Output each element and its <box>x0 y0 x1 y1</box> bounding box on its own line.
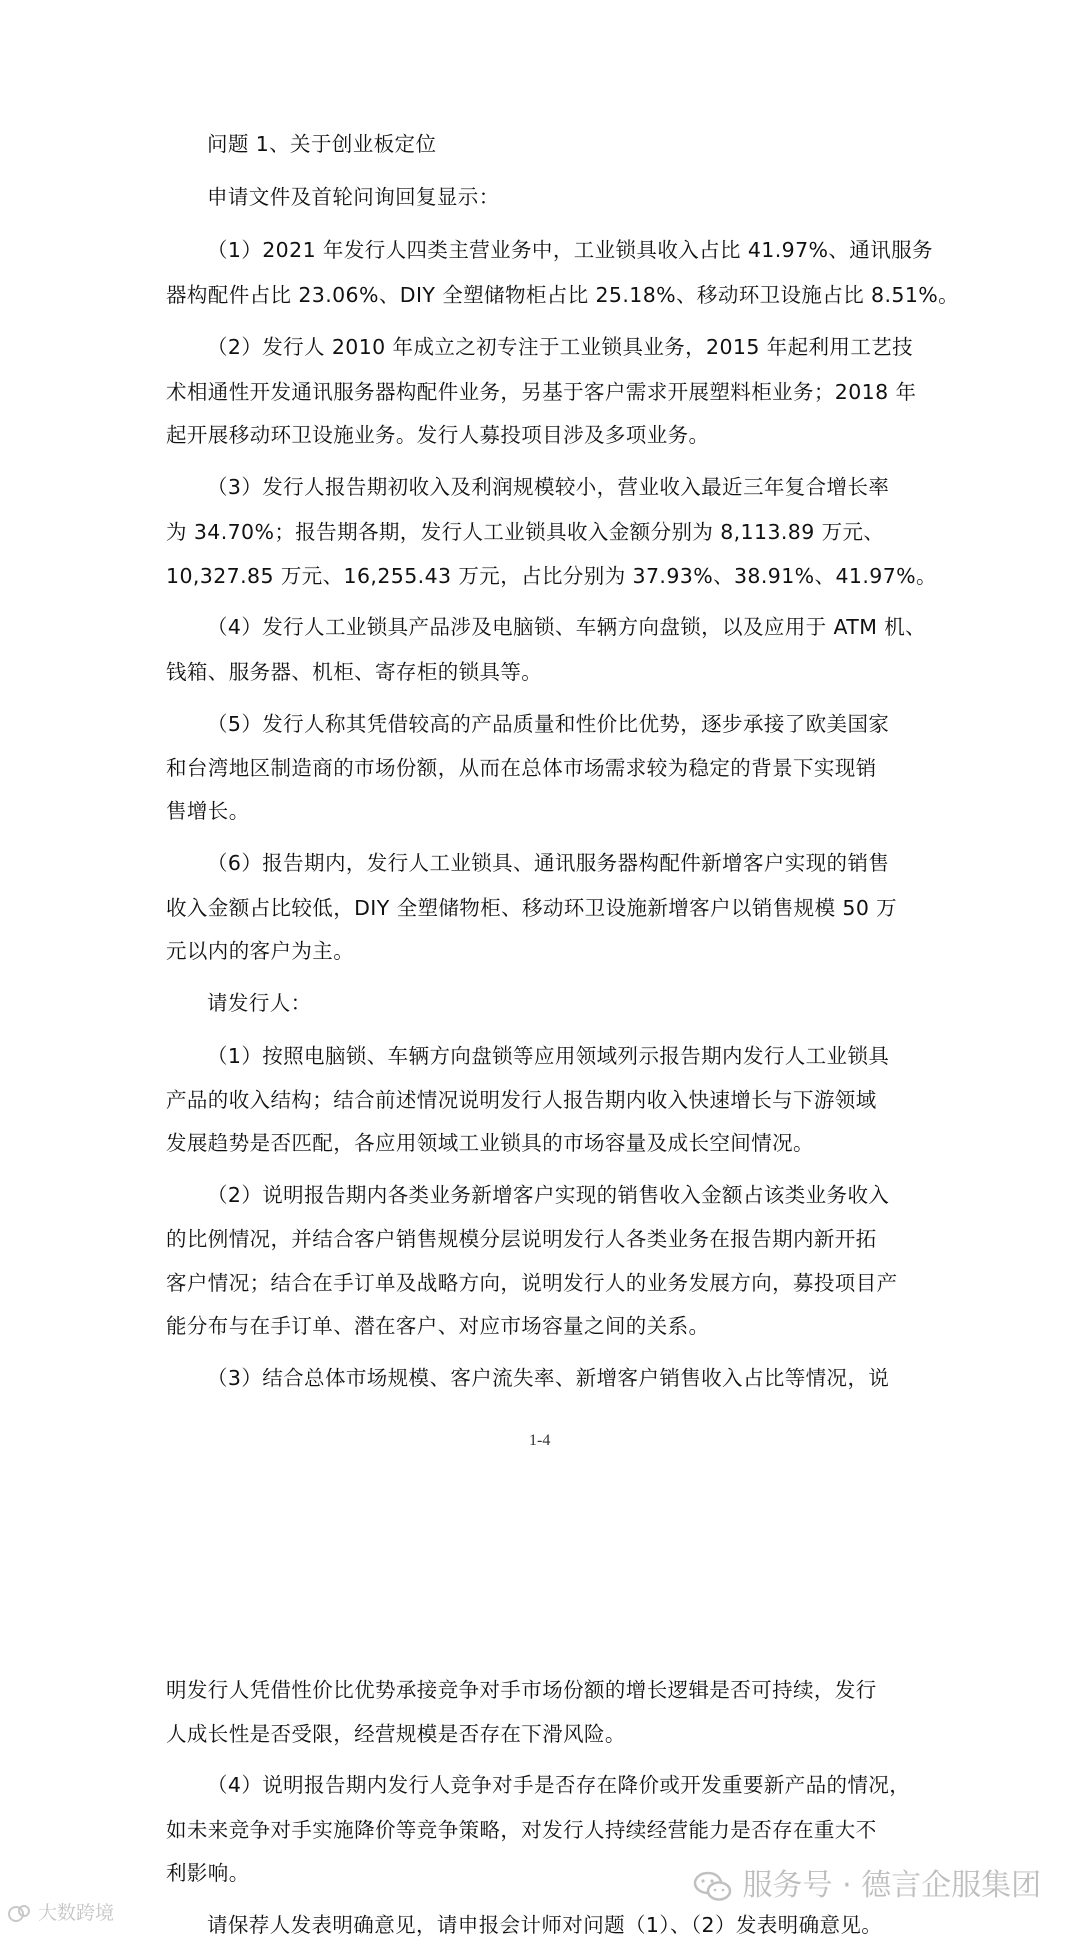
paragraph-line: （6）报告期内，发行人工业锁具、通讯服务器构配件新增客户实现的销售 <box>207 851 890 875</box>
intro-line: 申请文件及首轮问询回复显示： <box>207 185 500 209</box>
watermark-right <box>693 1860 1041 1904</box>
paragraph-line: （3）结合总体市场规模、客户流失率、新增客户销售收入占比等情况，说 <box>207 1366 890 1390</box>
paragraph-line: 客户情况；结合在手订单及战略方向，说明发行人的业务发展方向，募投项目产 <box>166 1271 898 1295</box>
paragraph-line: 起开展移动环卫设施业务。发行人募投项目涉及多项业务。 <box>166 423 710 447</box>
paragraph-line: （1）2021 年发行人四类主营业务中，工业锁具收入占比 41.97%、通讯服务 <box>207 238 933 262</box>
paragraph-line: 器构配件占比 23.06%、DIY 全塑储物柜占比 25.18%、移动环卫设施占比 8.51%。 <box>166 283 960 307</box>
wechat-icon <box>693 1870 733 1904</box>
paragraph-line: 元以内的客户为主。 <box>166 939 355 963</box>
paragraph-line: 发展趋势是否匹配，各应用领域工业锁具的市场容量及成长空间情况。 <box>166 1131 814 1155</box>
paragraph-line: 收入金额占比较低，DIY 全塑储物柜、移动环卫设施新增客户以销售规模 50 万 <box>166 896 898 920</box>
paragraph-line: 如未来竞争对手实施降价等竞争策略，对发行人持续经营能力是否存在重大不 <box>166 1818 877 1842</box>
watermark-left-text: 大数跨境 <box>38 1902 115 1924</box>
request-heading: 请发行人： <box>207 991 312 1015</box>
paragraph-line: （3）发行人报告期初收入及利润规模较小，营业收入最近三年复合增长率 <box>207 475 890 499</box>
paragraph-line: （4）说明报告期内发行人竞争对手是否存在降价或开发重要新产品的情况， <box>207 1773 911 1797</box>
watermark-left <box>6 1898 114 1925</box>
paragraph-line: 售增长。 <box>166 799 250 823</box>
paragraph-line: 和台湾地区制造商的市场份额，从而在总体市场需求较为稳定的背景下实现销 <box>166 756 877 780</box>
question-heading: 问题 1、关于创业板定位 <box>207 132 437 156</box>
watermark-right-text: 服务号 · 德言企服集团 <box>742 1868 1042 1903</box>
paragraph-line: 能分布与在手订单、潜在客户、对应市场容量之间的关系。 <box>166 1314 710 1338</box>
paragraph-line: （5）发行人称其凭借较高的产品质量和性价比优势，逐步承接了欧美国家 <box>207 712 890 736</box>
paragraph-line: 钱箱、服务器、机柜、寄存柜的锁具等。 <box>166 660 543 684</box>
paragraph-line: 为 34.70%；报告期各期，发行人工业锁具收入金额分别为 8,113.89 万元、 <box>166 520 885 544</box>
paragraph-line: 的比例情况，并结合客户销售规模分层说明发行人各类业务在报告期内新开拓 <box>166 1227 877 1251</box>
paragraph-line: 术相通性开发通讯服务器构配件业务，另基于客户需求开展塑料柜业务；2018 年 <box>166 380 917 404</box>
watermark-logo-icon <box>6 1903 32 1925</box>
paragraph-line: 明发行人凭借性价比优势承接竞争对手市场份额的增长逻辑是否可持续，发行 <box>166 1678 877 1702</box>
paragraph-line: （2）发行人 2010 年成立之初专注于工业锁具业务，2015 年起利用工艺技 <box>207 335 914 359</box>
page-number: 1-4 <box>529 1432 551 1449</box>
paragraph-line: 请保荐人发表明确意见，请申报会计师对问题（1）、（2）发表明确意见。 <box>207 1913 883 1937</box>
paragraph-line: （1）按照电脑锁、车辆方向盘锁等应用领域列示报告期内发行人工业锁具 <box>207 1044 890 1068</box>
paragraph-line: 产品的收入结构；结合前述情况说明发行人报告期内收入快速增长与下游领域 <box>166 1088 877 1112</box>
paragraph-line: 利影响。 <box>166 1861 250 1885</box>
paragraph-line: （4）发行人工业锁具产品涉及电脑锁、车辆方向盘锁，以及应用于 ATM 机、 <box>207 615 927 639</box>
paragraph-line: 10,327.85 万元、16,255.43 万元，占比分别为 37.93%、38.91%、41.97%。 <box>166 564 937 588</box>
paragraph-line: （2）说明报告期内各类业务新增客户实现的销售收入金额占该类业务收入 <box>207 1183 890 1207</box>
paragraph-line: 人成长性是否受限，经营规模是否存在下滑风险。 <box>166 1722 626 1746</box>
